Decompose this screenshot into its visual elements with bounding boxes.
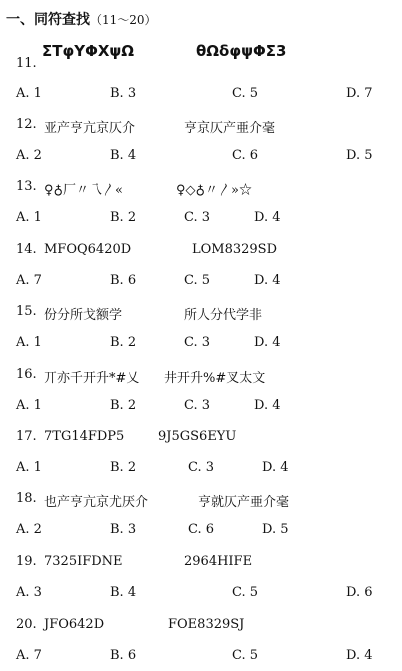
question-11: [16, 42, 287, 71]
options-16: [16, 398, 402, 416]
option-d[interactable]: D. 4: [254, 335, 281, 350]
option-c[interactable]: C. 6: [188, 522, 215, 537]
string-a: 7TG14FDP5: [44, 429, 125, 444]
option-b[interactable]: B. 2: [110, 335, 137, 350]
question-number: 14.: [16, 242, 37, 257]
question-number: 15.: [16, 304, 37, 319]
option-b[interactable]: B. 6: [110, 648, 137, 663]
string-a: ΣΤφΥΦΧψΩ: [42, 42, 135, 60]
option-b[interactable]: B. 2: [110, 210, 137, 225]
option-b[interactable]: B. 2: [110, 460, 137, 475]
option-c[interactable]: C. 3: [184, 398, 211, 413]
string-a: 份分所戈额学: [44, 308, 123, 323]
option-b[interactable]: B. 3: [110, 86, 137, 101]
options-19: [16, 585, 402, 603]
option-c[interactable]: C. 6: [232, 148, 259, 163]
option-d[interactable]: D. 4: [254, 398, 281, 413]
option-c[interactable]: C. 5: [232, 86, 259, 101]
string-b: 亨京仄产亜介毫: [184, 121, 276, 136]
string-a: JFO642D: [44, 617, 105, 632]
string-b: 9J5GS6EYU: [158, 429, 237, 444]
options-13: [16, 210, 402, 228]
option-d[interactable]: D. 4: [262, 460, 289, 475]
string-a: 丌亦千开升*#乂: [44, 371, 140, 386]
option-c[interactable]: C. 5: [232, 648, 259, 663]
option-a[interactable]: A. 2: [16, 522, 42, 537]
question-number: 12.: [16, 117, 37, 132]
string-b: 井开升%#叉太文: [164, 371, 266, 386]
options-20: [16, 648, 402, 666]
section-range: （11～20）: [90, 13, 157, 27]
option-a[interactable]: A. 1: [16, 86, 42, 101]
option-c[interactable]: C. 5: [184, 273, 211, 288]
option-a[interactable]: A. 3: [16, 585, 42, 600]
string-b: 2964HIFE: [184, 554, 253, 569]
string-a: MFOQ6420D: [44, 242, 132, 257]
option-c[interactable]: C. 5: [232, 585, 259, 600]
string-b: ♀◇♁〃〳»☆: [176, 183, 252, 198]
string-a: 也产亨亢京尤厌介: [44, 495, 149, 510]
question-15: [16, 304, 263, 323]
options-15: [16, 335, 402, 353]
question-number: 13.: [16, 179, 37, 194]
option-b[interactable]: B. 6: [110, 273, 137, 288]
string-b: LOM8329SD: [192, 242, 278, 257]
string-b: FOE8329SJ: [168, 617, 245, 632]
string-a: 7325IFDNE: [44, 554, 123, 569]
option-a[interactable]: A. 2: [16, 148, 42, 163]
question-12: [16, 117, 276, 136]
option-a[interactable]: A. 1: [16, 398, 42, 413]
string-b: θΩδφψΦΣ3: [196, 42, 287, 60]
options-11: [16, 86, 402, 104]
option-c[interactable]: C. 3: [184, 210, 211, 225]
option-a[interactable]: A. 7: [16, 273, 42, 288]
option-b[interactable]: B. 4: [110, 148, 137, 163]
question-16: [16, 367, 266, 386]
section-heading: 一、同符查找: [6, 12, 90, 28]
option-c[interactable]: C. 3: [184, 335, 211, 350]
option-d[interactable]: D. 7: [346, 86, 373, 101]
question-14: [16, 242, 278, 257]
option-b[interactable]: B. 2: [110, 398, 137, 413]
option-a[interactable]: A. 1: [16, 460, 42, 475]
question-13: [16, 179, 252, 198]
options-17: [16, 460, 402, 478]
string-a: 亚产亨亢京仄介: [44, 121, 136, 136]
option-d[interactable]: D. 5: [346, 148, 373, 163]
option-d[interactable]: D. 4: [254, 210, 281, 225]
question-number: 16.: [16, 367, 37, 382]
options-18: [16, 522, 402, 540]
string-b: 所人分代学非: [184, 308, 263, 323]
option-a[interactable]: A. 1: [16, 335, 42, 350]
string-b: 亨就仄产亜介毫: [198, 495, 290, 510]
option-d[interactable]: D. 5: [262, 522, 289, 537]
question-number: 19.: [16, 554, 37, 569]
question-18: [16, 491, 290, 510]
option-b[interactable]: B. 3: [110, 522, 137, 537]
option-b[interactable]: B. 4: [110, 585, 137, 600]
question-number: 20.: [16, 617, 37, 632]
option-c[interactable]: C. 3: [188, 460, 215, 475]
options-12: [16, 148, 402, 166]
option-d[interactable]: D. 6: [346, 585, 373, 600]
question-number: 18.: [16, 491, 37, 506]
option-a[interactable]: A. 7: [16, 648, 42, 663]
option-d[interactable]: D. 4: [254, 273, 281, 288]
option-d[interactable]: D. 4: [346, 648, 373, 663]
option-a[interactable]: A. 1: [16, 210, 42, 225]
options-14: [16, 273, 402, 291]
string-a: ♀♁厂〃乁〳«: [44, 183, 123, 198]
question-17: [16, 429, 237, 444]
section-title: [6, 9, 157, 29]
question-number: 11.: [16, 56, 37, 71]
question-19: [16, 554, 253, 569]
question-number: 17.: [16, 429, 37, 444]
question-20: [16, 617, 245, 632]
